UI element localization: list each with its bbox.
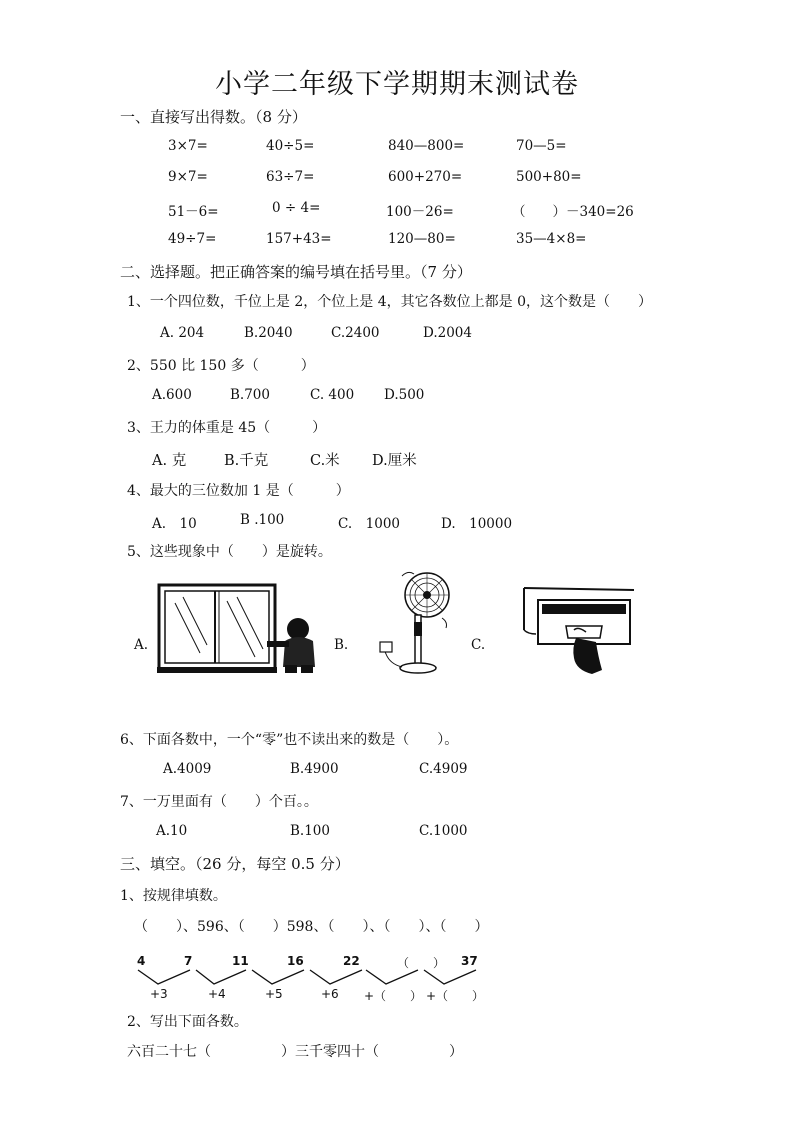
picture-label-b: B. xyxy=(334,637,349,653)
option-d: D.厘米 xyxy=(372,453,417,469)
question-5: 5、这些现象中（ ）是旋转。 xyxy=(127,544,332,560)
option-c: C.米 xyxy=(310,453,340,469)
option-d: D.2004 xyxy=(423,325,472,341)
question-6: 6、下面各数中，一个“零”也不读出来的数是（ ）。 xyxy=(120,732,459,748)
pattern-line: （ ）、596、（ ）598、（ ）、（ ）、（ ） xyxy=(134,919,489,935)
calc-item: 100－26= xyxy=(386,204,454,220)
sequence-number: 7 xyxy=(184,954,193,968)
option-b: B.4900 xyxy=(290,761,339,777)
calc-item: 600+270= xyxy=(388,169,463,185)
section-1-heading: 一、直接写出得数。（8 分） xyxy=(120,108,307,126)
option-d: D. 10000 xyxy=(441,516,513,532)
calc-item: 70—5= xyxy=(516,138,567,154)
option-a: A.600 xyxy=(152,387,192,403)
calc-item: 3×7= xyxy=(168,138,208,154)
option-b: B.2040 xyxy=(244,325,293,341)
increment-label: +4 xyxy=(208,987,226,1001)
question-3: 3、王力的体重是 45（ ） xyxy=(127,420,327,436)
page-title: 小学二年级下学期期末测试卷 xyxy=(215,69,579,100)
calc-item: 9×7= xyxy=(168,169,208,185)
question-4: 4、最大的三位数加 1 是（ ） xyxy=(127,483,350,499)
calc-item: （ ）－340=26 xyxy=(512,204,634,220)
sequence-number: 16 xyxy=(287,954,304,968)
question-7: 7、一万里面有（ ）个百。。 xyxy=(120,794,318,810)
increment-label: +（ ） xyxy=(426,989,485,1003)
question-2: 2、550 比 150 多（ ） xyxy=(127,358,315,374)
sequence-number: 4 xyxy=(137,954,146,968)
increment-label: +5 xyxy=(265,987,283,1001)
option-b: B.100 xyxy=(290,823,330,839)
section-2-heading: 二、选择题。把正确答案的编号填在括号里。（7 分） xyxy=(120,263,472,281)
calc-item: 500+80= xyxy=(516,169,582,185)
calc-item: 51－6= xyxy=(168,204,219,220)
calc-item: 63÷7= xyxy=(266,169,315,185)
calc-item: 49÷7= xyxy=(168,231,217,247)
picture-label-a: A. xyxy=(134,637,149,653)
option-a: A. 克 xyxy=(152,453,187,469)
option-a: A.4009 xyxy=(163,761,212,777)
calc-item: 40÷5= xyxy=(266,138,315,154)
sequence-blank: （ ） xyxy=(397,956,446,970)
sequence-number: 37 xyxy=(461,954,478,968)
option-a: A. 204 xyxy=(160,325,205,341)
sub-question-2: 2、写出下面各数。 xyxy=(127,1014,248,1030)
number-words-line: 六百二十七（ ）三千零四十（ ） xyxy=(127,1044,463,1060)
option-d: D.500 xyxy=(384,387,425,403)
calc-item: 840—800= xyxy=(388,138,465,154)
calc-item: 120—80= xyxy=(388,231,456,247)
calc-item: 35—4×8= xyxy=(516,231,587,247)
section-3-heading: 三、填空。（26 分，每空 0.5 分） xyxy=(120,855,350,873)
picture-label-c: C. xyxy=(471,637,486,653)
option-a: A.10 xyxy=(156,823,188,839)
option-b: B.千克 xyxy=(224,453,269,469)
option-a: A. 10 xyxy=(152,516,197,532)
option-c: C.4909 xyxy=(419,761,468,777)
calc-item: 157+43= xyxy=(266,231,332,247)
question-1: 1、一个四位数，千位上是 2，个位上是 4，其它各数位上都是 0，这个数是（ ） xyxy=(127,294,652,310)
increment-label: +3 xyxy=(150,987,168,1001)
sequence-number: 11 xyxy=(232,954,249,968)
increment-label: +6 xyxy=(321,987,339,1001)
sequence-number: 22 xyxy=(343,954,360,968)
option-c: C. 400 xyxy=(310,387,355,403)
option-b: B.700 xyxy=(230,387,270,403)
option-c: C.1000 xyxy=(419,823,468,839)
option-c: C. 1000 xyxy=(338,516,400,532)
calc-item: 0 ÷ 4= xyxy=(272,200,321,216)
increment-label: +（ ） xyxy=(364,989,423,1003)
option-c: C.2400 xyxy=(331,325,380,341)
option-b: B .100 xyxy=(240,512,285,528)
sub-question-1: 1、按规律填数。 xyxy=(120,888,227,904)
